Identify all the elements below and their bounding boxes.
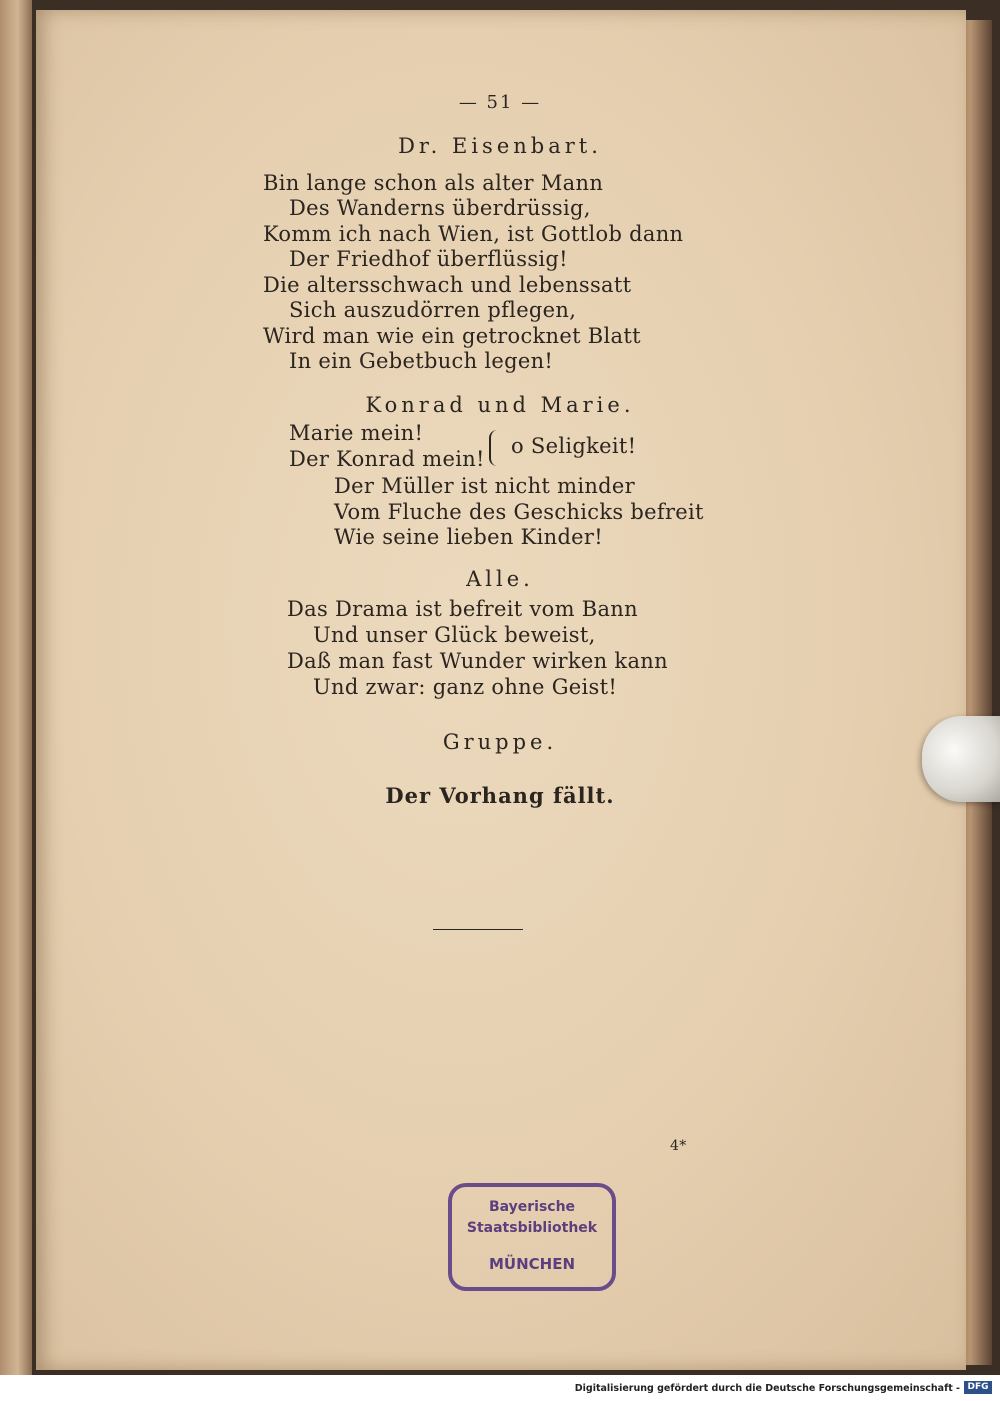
stage-direction: Gruppe. <box>442 730 558 754</box>
brace <box>489 430 499 466</box>
verse-line: Vom Fluche des Geschicks befreit <box>334 500 704 524</box>
verse-line: Bin lange schon als alter Mann <box>263 171 604 195</box>
footer-bar <box>0 1375 1000 1401</box>
verse-line: Das Drama ist befreit vom Bann <box>287 597 638 621</box>
section-heading-konrad-marie: Konrad und Marie. <box>365 393 635 417</box>
stamp-line-1: Bayerische <box>488 1199 576 1215</box>
verse-line: Wird man wie ein getrocknet Blatt <box>263 324 641 348</box>
verse-line: In ein Gebetbuch legen! <box>289 349 554 373</box>
footer-credit: Digitalisierung gefördert durch die Deutsche Forschungsgemeinschaft - <box>574 1383 960 1394</box>
verse-line: Und unser Glück beweist, <box>313 623 596 647</box>
library-stamp <box>448 1183 616 1291</box>
stamp-line-3: MÜNCHEN <box>488 1255 576 1273</box>
left-page-edge <box>0 0 32 1375</box>
section-heading-alle: Alle. <box>466 567 534 591</box>
verse-line: Der Friedhof überflüssig! <box>289 247 568 271</box>
page-number: — 51 — <box>458 92 542 113</box>
verse-line: Sich auszudörren pflegen, <box>289 298 577 322</box>
section-heading-eisenbart: Dr. Eisenbart. <box>398 134 602 158</box>
verse-line: Die altersschwach und lebenssatt <box>263 273 632 297</box>
verse-line: Der Müller ist nicht minder <box>334 474 635 498</box>
curtain-line: Der Vorhang fällt. <box>385 783 615 808</box>
end-rule <box>433 929 523 930</box>
verse-line: Und zwar: ganz ohne Geist! <box>313 675 618 699</box>
duet-response: o Seligkeit! <box>511 434 637 458</box>
verse-line: Wie seine lieben Kinder! <box>334 525 603 549</box>
duet-line: Marie mein! <box>289 421 424 445</box>
dfg-logo[interactable]: DFG <box>964 1381 992 1394</box>
verse-line: Daß man fast Wunder wirken kann <box>287 649 668 673</box>
verse-line: Des Wanderns überdrüssig, <box>289 196 591 220</box>
duet-line: Der Konrad mein! <box>289 447 485 471</box>
signature-mark: 4* <box>670 1138 687 1154</box>
stamp-line-2: Staatsbibliothek <box>466 1220 598 1236</box>
verse-line: Komm ich nach Wien, ist Gottlob dann <box>263 222 684 246</box>
